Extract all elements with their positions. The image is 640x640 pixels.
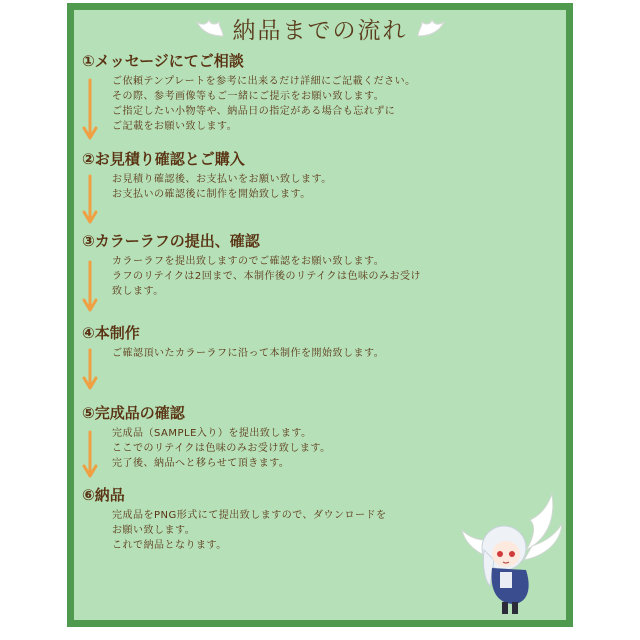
step-line: ご指定したい小物等や、納品日の指定がある場合も忘れずに — [112, 106, 396, 117]
step-line: その際、参考画像等もご一緒にご提示をお願い致します。 — [112, 91, 385, 102]
down-arrow-icon — [82, 348, 98, 392]
step-1 — [82, 52, 416, 134]
step-heading: ①メッセージにてご相談 — [82, 52, 244, 70]
step-line: お見積り確認後、お支払いをお願い致します。 — [112, 174, 332, 185]
step-line: 完了後、納品へと移らせて頂きます。 — [112, 458, 290, 469]
step-2 — [82, 150, 332, 202]
page-title: 納品までの流れ — [232, 18, 408, 44]
step-line: 致します。 — [112, 286, 164, 297]
step-body — [112, 74, 416, 134]
step-heading: ②お見積り確認とご購入 — [82, 150, 245, 168]
step-line: ご記載をお願い致します。 — [112, 121, 238, 132]
step-body — [112, 254, 421, 299]
content-panel — [74, 10, 566, 620]
wing-icon — [416, 18, 446, 40]
step-3 — [82, 232, 421, 299]
step-body — [112, 508, 387, 553]
step-heading: ⑥納品 — [82, 486, 125, 504]
down-arrow-icon — [82, 260, 98, 314]
step-line: カラーラフを提出致しますのでご確認をお願い致します。 — [112, 256, 385, 267]
angel-mascot-illustration — [456, 490, 566, 620]
step-line: これで納品となります。 — [112, 540, 227, 551]
step-body — [112, 346, 384, 361]
wing-icon — [195, 18, 225, 40]
step-heading: ③カラーラフの提出、確認 — [82, 232, 260, 250]
step-heading: ④本制作 — [82, 324, 140, 342]
down-arrow-icon — [82, 174, 98, 226]
step-line: 完成品をPNG形式にて提出致しますので、ダウンロードを — [112, 510, 387, 521]
step-6 — [82, 486, 387, 553]
step-body — [112, 172, 332, 202]
step-line: 完成品（SAMPLE入り）を提出致します。 — [112, 428, 312, 439]
step-line: ご依頼テンプレートを参考に出来るだけ詳細にご記載ください。 — [112, 76, 416, 87]
step-line: ご確認頂いたカラーラフに沿って本制作を開始致します。 — [112, 348, 385, 359]
page-title-row — [74, 12, 566, 45]
step-line: お願い致します。 — [112, 525, 196, 536]
step-line: お支払いの確認後に制作を開始致します。 — [112, 189, 311, 200]
step-line: ラフのリテイクは2回まで、本制作後のリテイクは色味のみお受け — [112, 271, 421, 282]
step-4 — [82, 324, 384, 361]
step-body — [112, 426, 331, 471]
step-5 — [82, 404, 331, 471]
step-line: ここでのリテイクは色味のみお受け致します。 — [112, 443, 331, 454]
down-arrow-icon — [82, 78, 98, 142]
down-arrow-icon — [82, 430, 98, 480]
step-heading: ⑤完成品の確認 — [82, 404, 185, 422]
